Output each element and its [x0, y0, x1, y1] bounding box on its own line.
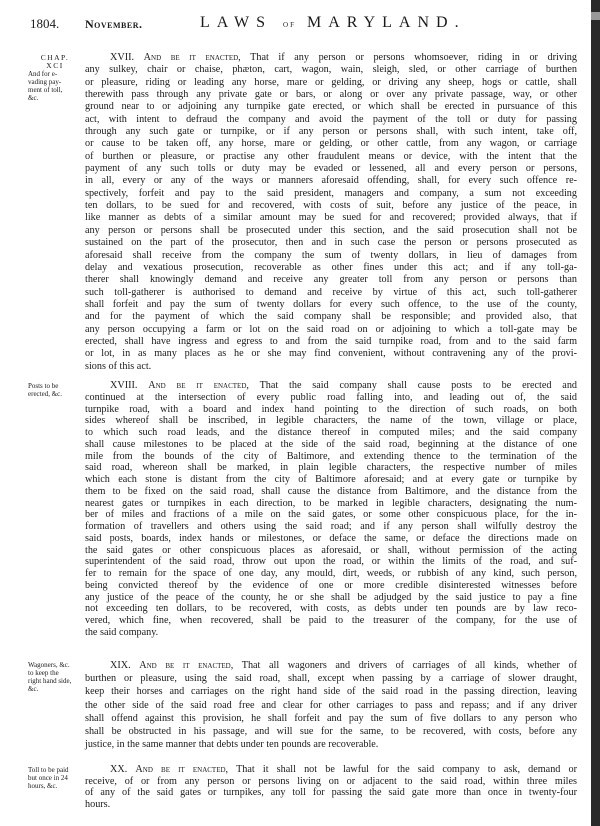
text-line: turnpike road, with a board and index hand pointing to the direction of such roads, on both	[85, 403, 577, 415]
title-laws: LAWS	[200, 14, 273, 31]
margin-note-line: vading pay-	[28, 78, 62, 86]
text-line: any person occupying a farm or lot on the said road on or adjoining to which a toll-gate may be	[85, 323, 577, 335]
text-line: of burthen or pleasure, or practise any other fraudulent means or device, with the intent that the	[85, 150, 577, 162]
margin-note-line: Posts to be	[28, 382, 59, 390]
text-line: or cause to be taken off, any horse, mare or gelding, or other cattle, from any wagon, or carriage	[85, 138, 577, 150]
text-line: through any such gate or turnpike, or if any person or persons shall, with such intent, take off,	[85, 126, 577, 138]
text-line: delay and vexatious prosecution, recoverable as other fines under this act; and if any toll-ga-	[85, 261, 577, 273]
margin-note-line: Wagoners, &c.	[28, 661, 70, 669]
text-line: of any of the said gates or turnpikes, any toll for passing the said gate more than once in twenty-four	[85, 787, 577, 798]
margin-note-line: right hand side,	[28, 677, 72, 685]
margin-note-line: XCI	[46, 61, 64, 70]
text-line: said road, whereon shall be marked, in plain legible characters, the respective number of miles	[85, 462, 577, 474]
margin-note-line: Toll to be paid	[28, 766, 69, 774]
text-line: any sulkey, chair or chaise, phæton, cart, wagon, wain, sleigh, sled, or other carriage of burthen	[85, 64, 577, 76]
text-line: mile from the bounds of the city of Baltimore, and extending thence to the termination of the	[85, 450, 577, 462]
text-line	[85, 764, 577, 776]
text-line: any person or persons shall be prosecuted under this section, and the said prosecution shall not be	[85, 224, 577, 236]
text-line: burthen or pleasure, using the said road, shall, except when passing by a carriage of slower draught,	[85, 673, 577, 685]
text-line: fer to remain for the space of one day, any mould, dirt, weeds, or rubbish of any kind, such person,	[85, 568, 577, 579]
text-line: shall forfeit and pay the sum of twenty dollars for every such offence, to the use of the county,	[85, 298, 577, 310]
text-line: continued at the intersection of every public road falling into, and leading out of, the said	[85, 391, 577, 403]
text-line: keep their horses and carriages on the right hand side of the said road in the passing direction, leaving	[85, 686, 577, 698]
section-number: XX.	[110, 764, 128, 775]
margin-note-line: &c.	[28, 94, 39, 102]
text-line: the said company.	[85, 626, 159, 638]
text-line: nearest gates or turnpikes in each direction, to be marked in legible characters, designating the num-	[85, 497, 577, 509]
text-line-rest: That it shall not be lawful for the said company to ask, demand or	[236, 764, 578, 775]
text-line: vered, which fine, when recovered, shall be paid to the treasurer of the company, for the use of	[85, 615, 577, 626]
text-line: any justice of the peace of the county, he or she shall be adjudged by the said justice to pay a fine	[85, 591, 577, 603]
enacting-clause: And be it enacted,	[139, 660, 234, 671]
margin-note	[28, 382, 82, 398]
margin-note-line: but once in 24	[28, 774, 68, 782]
text-line: said posts, boards, index hands or milestones, or deface the same, or deface the directions made on	[85, 532, 577, 544]
enacting-clause: And be it enacted,	[148, 380, 249, 391]
title-maryland: MARYLAND.	[307, 14, 466, 31]
margin-note	[28, 54, 82, 102]
text-line: shall be obstructed in his passage, and will sue for the same, to be recovered, with costs, before any	[85, 726, 577, 738]
text-line: payment of any such tolls or duty may be evaded or lessened, all and every person or persons,	[85, 163, 577, 175]
margin-note	[28, 661, 82, 693]
section-xviii	[85, 380, 577, 639]
text-line: hours.	[85, 798, 111, 810]
text-line	[85, 380, 577, 392]
section-number: XIX.	[110, 660, 131, 671]
text-line: spectively, forfeit and pay to the said president, managers and company, a sum not exceeding	[85, 187, 577, 199]
text-line: formation of travellers and others using the said road; and if any person shall wilfully destroy the	[85, 521, 577, 532]
text-line: erected, shall have ingress and egress to and from the said turnpike road, from and to the said farm	[85, 335, 577, 347]
margin-note-line: erected, &c.	[28, 390, 63, 398]
text-line: or pleasure, riding or leading any horse, mare or gelding, or driving any sheep, hogs or cattle, shall	[85, 76, 577, 88]
section-number: XVIII.	[110, 380, 138, 391]
text-line: in all, every or any of the ways or manners aforesaid offending, shall, for every such offence re-	[85, 175, 577, 187]
section-xx	[85, 764, 577, 810]
header-title	[200, 14, 466, 32]
text-line: therewith pass through any private gate or bars, or along or over any private passage, way, or other	[85, 89, 577, 101]
text-line: shall cause milestones to be placed at the side of the said road, beginning at the distance of one	[85, 438, 577, 450]
header-month: November.	[85, 17, 143, 31]
text-line: ground near to or adjoining any turnpike gate erected, or which shall be erected in pursuance of this	[85, 101, 577, 113]
text-line-rest: That all wagoners and drivers of carriages of all kinds, whether of	[241, 660, 578, 671]
text-line: like manner as debts of a similar amount may be sued for and recovered; provided always, that if	[85, 212, 577, 224]
margin-note-line: to keep the	[28, 669, 59, 677]
margin-note-line: hours, &c.	[28, 782, 58, 790]
text-line: receive, of or from any person or persons living on or adjacent to the said road, within three miles	[85, 775, 577, 787]
margin-note	[28, 766, 82, 790]
text-line: superintendent of the said road, throw out upon the road, or within the limits of the road, and suf-	[85, 556, 577, 568]
header-year: 1804.	[30, 16, 60, 31]
text-line: being convicted thereof by the evidence of one or more credible disinterested witnesses before	[85, 579, 577, 591]
text-line: therer shall knowingly demand and receive any greater toll from any person or persons than	[85, 274, 577, 286]
text-line: or lot, in as many places as he or she may find convenient, without contravening any of the provi-	[85, 348, 577, 360]
text-line-rest: That if any person or persons whomsoever, riding in or driving	[250, 52, 577, 63]
section-number: XVII.	[110, 52, 135, 63]
text-line-rest: That the said company shall cause posts to be erected and	[259, 380, 578, 391]
text-line: act, with intent to defraud the company and avoid the payment of the toll or duty for passing	[85, 113, 577, 125]
text-line: such toll-gatherer is authorised to demand and receive by virtue of this act, such toll-gatherer	[85, 286, 577, 298]
text-line: sustained on the part of the prosecutor, then and in such case the person or persons prosecuted as	[85, 237, 577, 249]
text-line: and for the payment of which the said company shall be responsible; and provided also, that	[85, 311, 577, 323]
title-of: of	[283, 19, 296, 30]
text-line: the other side of the said road free and clear for other carriages to pass and repass; and if any driver	[85, 699, 577, 711]
section-xvii	[85, 52, 577, 373]
text-line: which each stone is distant from the city of Baltimore aforesaid; and at every gate or turnpike by	[85, 474, 577, 485]
margin-note-line: And for e-	[28, 70, 58, 78]
text-line: ten dollars, to be sued for and recovered, with costs of suit, before any justice of the peace, in	[85, 200, 577, 212]
running-header	[30, 14, 570, 32]
enacting-clause: And be it enacted,	[135, 764, 229, 775]
section-xix	[85, 659, 577, 751]
enacting-clause: And be it enacted,	[143, 52, 241, 63]
scan-edge	[591, 0, 600, 826]
text-line: the said gates or other conspicuous places as aforesaid, or shall, without permission of the acting	[85, 544, 577, 556]
text-line: aforesaid shall receive from the company the sum of twenty dollars, in lieu of damages from	[85, 249, 577, 261]
text-line: ber of miles and fractions of a mile on the said gates, or some other conspicuous place, for the in-	[85, 509, 577, 521]
text-line: sions of this act.	[85, 360, 152, 372]
margin-note-line: CHAP.	[40, 53, 70, 62]
text-line: them to be fixed on the said road, shall cause the distance from Baltimore, and the distance from the	[85, 485, 577, 497]
margin-note-line: ment of toll,	[28, 86, 63, 94]
text-line	[85, 659, 577, 672]
margin-note-line: &c.	[28, 685, 39, 693]
text-line: sides whereof shall be inscribed, in legible characters, the name of the town, village or place,	[85, 415, 577, 427]
text-line: not exceeding ten dollars, to be recovered, with costs, as debts under ten pounds are by law reco-	[85, 603, 577, 615]
text-line: shall offend against this provision, he shall forfeit and pay the sum of five dollars to any person who	[85, 712, 577, 724]
text-line	[85, 52, 577, 64]
text-line: to which such road leads, and the distance thereof in computed miles; and the said company	[85, 427, 577, 438]
text-line: justice, in the same manner that debts under ten pounds are recoverable.	[85, 739, 379, 751]
